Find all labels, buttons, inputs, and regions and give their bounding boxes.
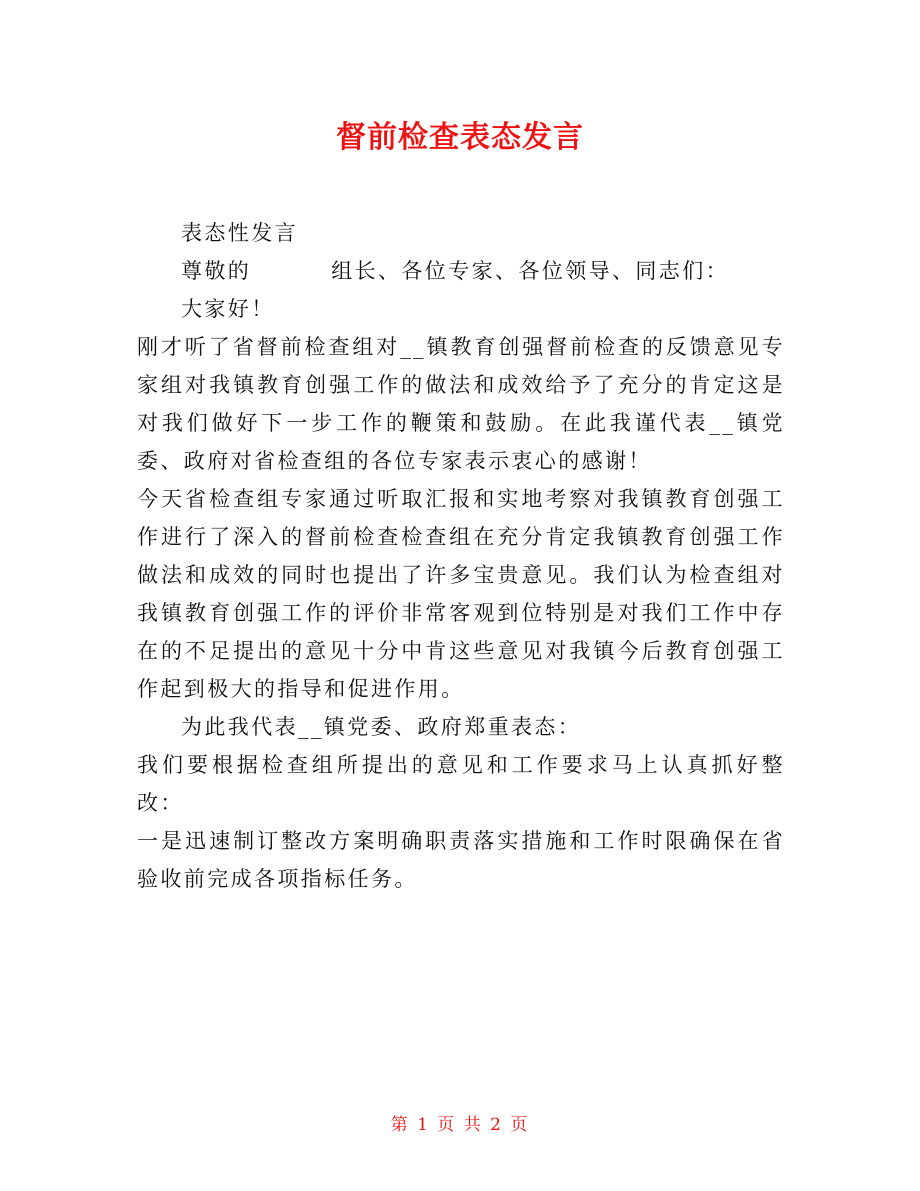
salutation-end: 组长、各位专家、各位领导、同志们：	[331, 259, 730, 283]
paragraph-thanks: 刚才听了省督前检查组对__镇教育创强督前检查的反馈意见专家组对我镇教育创强工作的做法和成效给予了充分的肯定这是对我们做好下一步工作的鞭策和鼓励。在此我谨代表__镇党委、政府对省检查组的各位专家表示衷心的感谢！	[137, 335, 785, 473]
document-title: 督前检查表态发言	[336, 120, 584, 155]
document-body	[137, 214, 785, 898]
page-number-footer: 第 1 页 共 2 页	[390, 1115, 530, 1135]
salutation-start: 尊敬的	[181, 259, 252, 283]
paragraph-heading: 表态性发言	[181, 221, 298, 245]
paragraph-greeting: 大家好！	[181, 297, 275, 321]
paragraph-salutation	[137, 252, 785, 290]
paragraph-evaluation: 今天省检查组专家通过听取汇报和实地考察对我镇教育创强工作进行了深入的督前检查检查组在充分肯定我镇教育创强工作做法和成效的同时也提出了许多宝贵意见。我们认为检查组对我镇教育创强工作的评价非常客观到位特别是对我们工作中存在的不足提出的意见十分中肯这些意见对我镇今后教育创强工作起到极大的指导和促进作用。	[137, 487, 785, 701]
paragraph-point-one: 一是迅速制订整改方案明确职责落实措施和工作时限确保在省验收前完成各项指标任务。	[137, 829, 785, 891]
paragraph-rectification: 我们要根据检查组所提出的意见和工作要求马上认真抓好整改：	[137, 753, 785, 815]
paragraph-statement-intro: 为此我代表__镇党委、政府郑重表态：	[181, 715, 582, 739]
